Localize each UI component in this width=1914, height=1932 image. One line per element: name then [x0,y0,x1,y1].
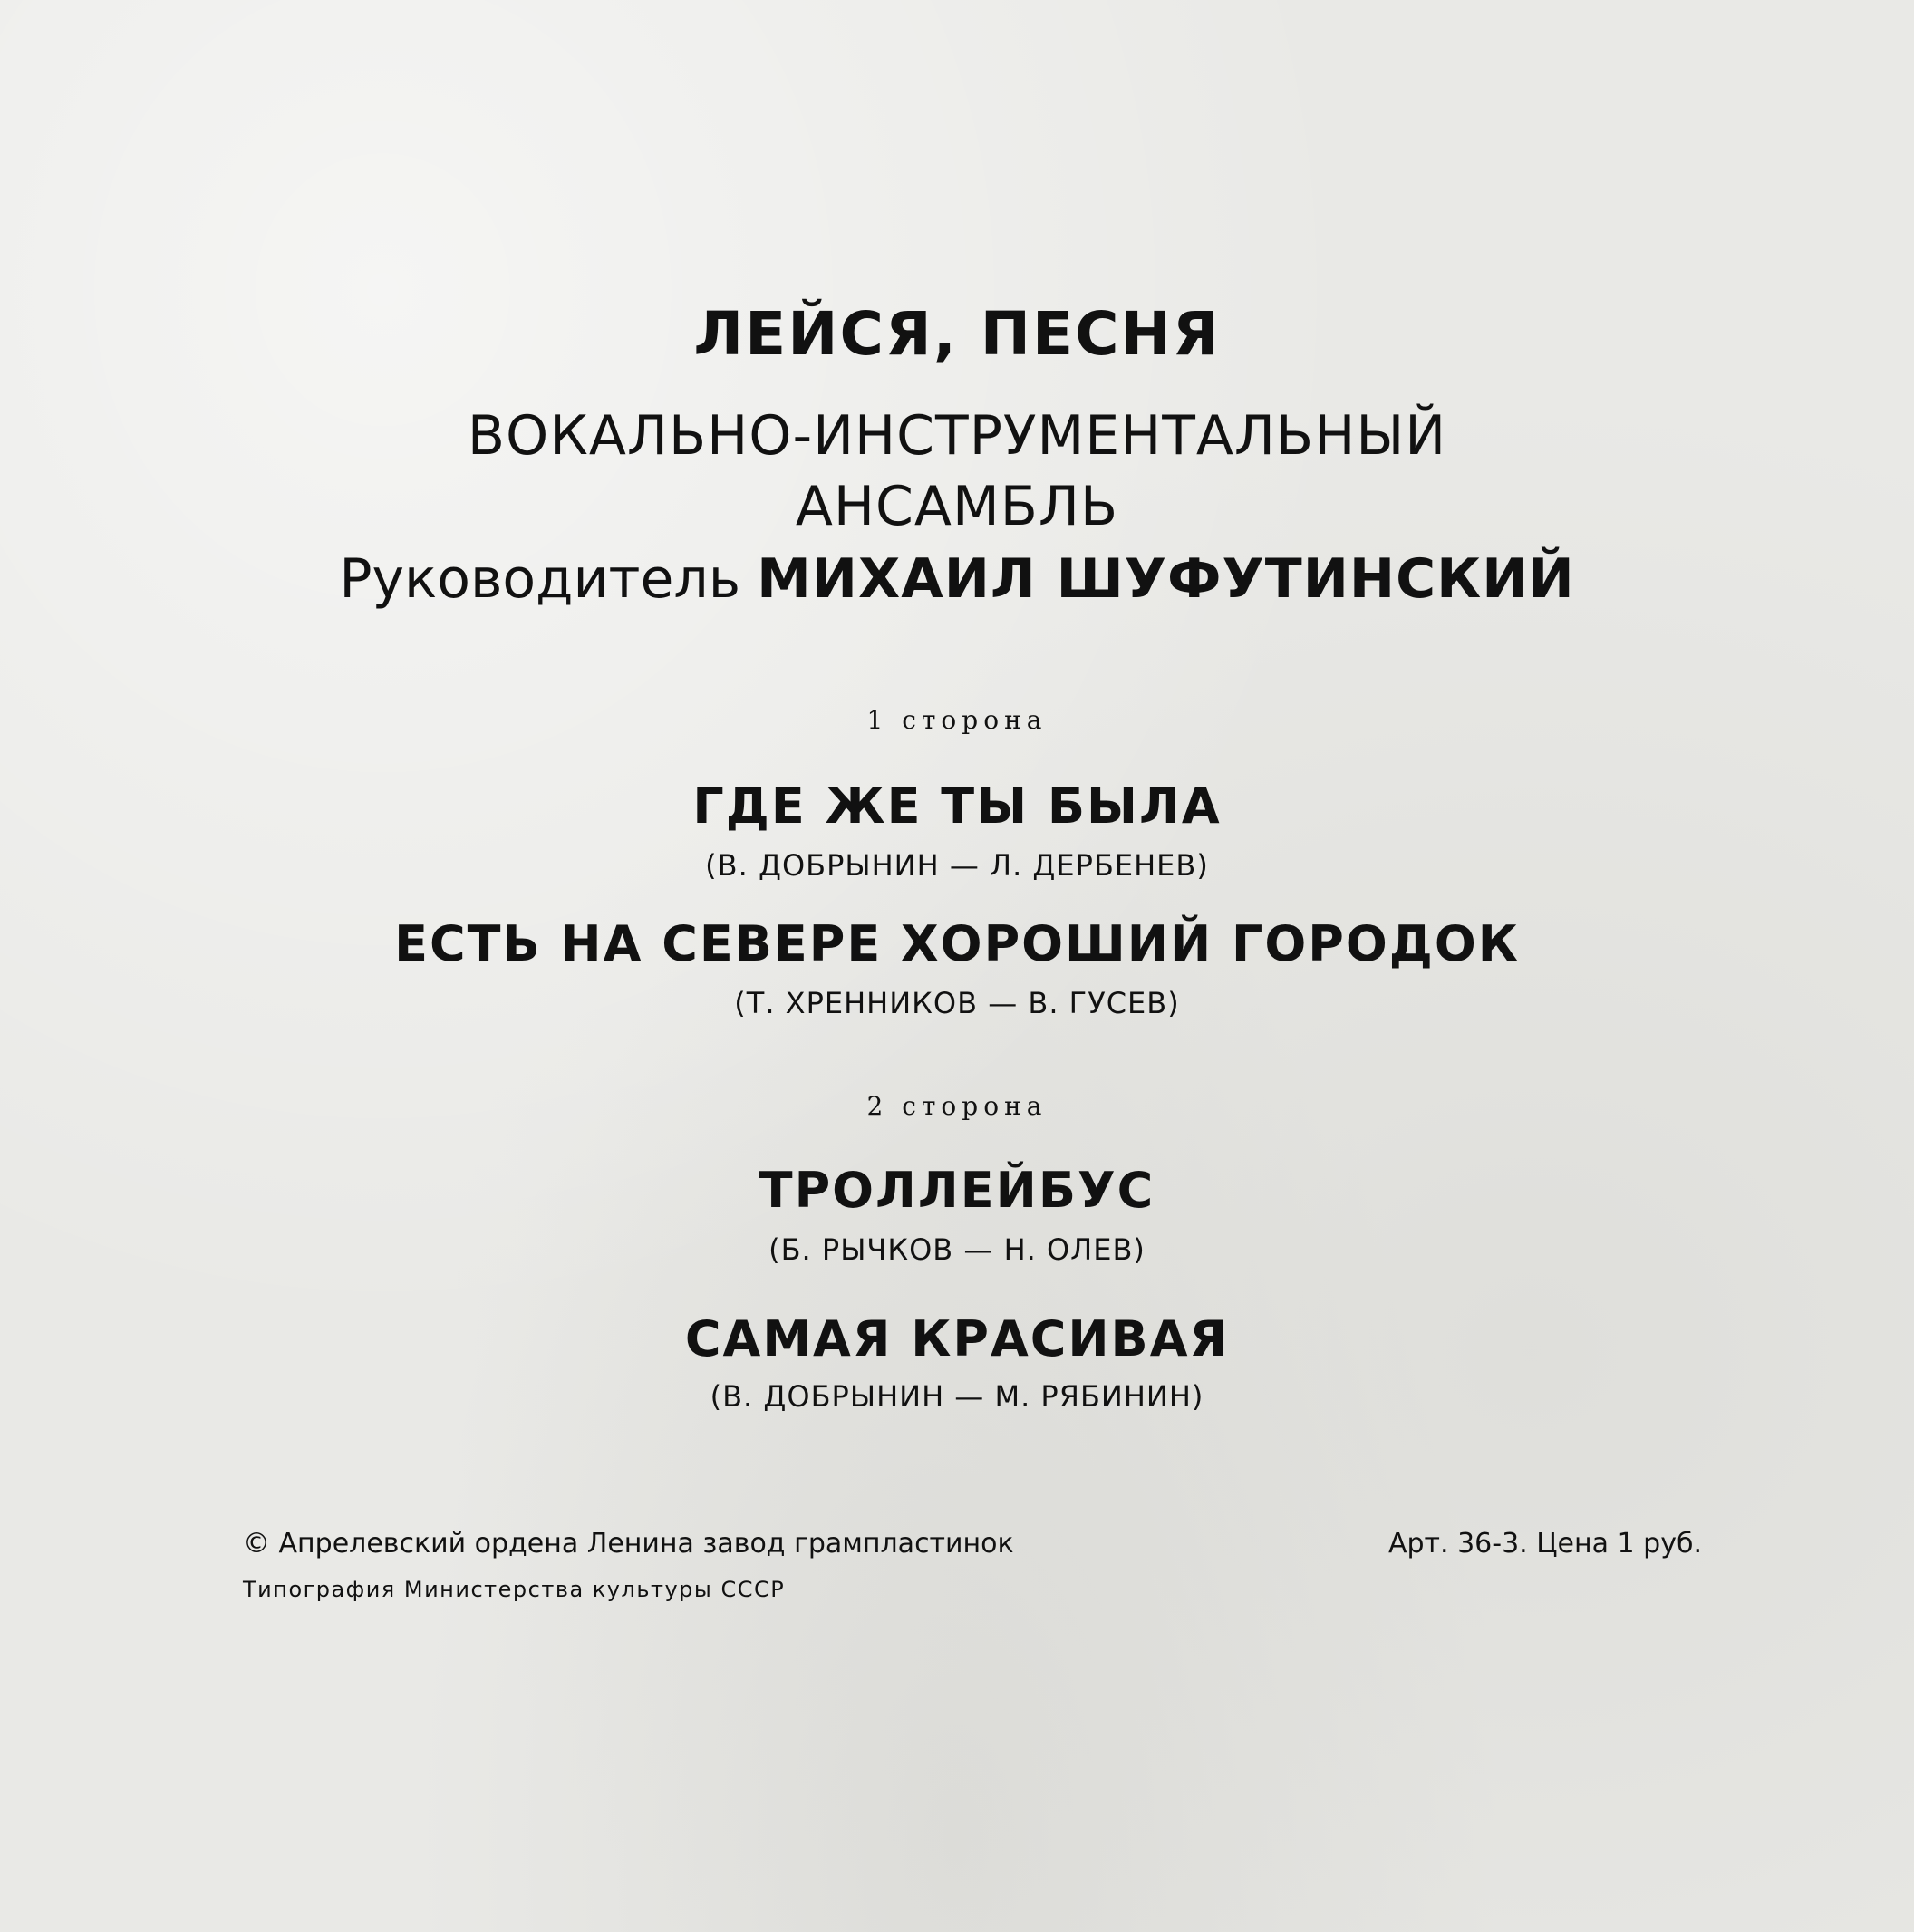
song-credits: (Т. ХРЕННИКОВ — В. ГУСЕВ) [734,986,1180,1020]
article-price: Арт. 36-3. Цена 1 руб. [1387,1528,1702,1560]
leader-label: Руководитель [339,547,741,611]
side-2-label: 2 сторона [866,1091,1048,1121]
leader-line [0,547,1914,611]
side-1-label: 1 сторона [866,705,1048,735]
leader-name: МИХАИЛ ШУФУТИНСКИЙ [757,547,1575,611]
album-title: ЛЕЙСЯ, ПЕСНЯ [693,299,1221,369]
publisher-copyright: © Апрелевский ордена Ленина завод грампластинок [243,1528,1014,1560]
song-title: САМАЯ КРАСИВАЯ [684,1310,1230,1367]
song-credits: (В. ДОБРЫНИН — М. РЯБИНИН) [710,1379,1204,1414]
song-credits: (Б. РЫЧКОВ — Н. ОЛЕВ) [768,1232,1146,1267]
ensemble-type-line-2: АНСАМБЛЬ [795,475,1119,538]
song-credits: (В. ДОБРЫНИН — Л. ДЕРБЕНЕВ) [705,848,1209,883]
printer-credit: Типография Министерства культуры СССР [243,1577,786,1602]
song-title: ЕСТЬ НА СЕВЕРЕ ХОРОШИЙ ГОРОДОК [394,915,1520,972]
song-title: ТРОЛЛЕЙБУС [759,1162,1155,1219]
ensemble-type-line-1: ВОКАЛЬНО-ИНСТРУМЕНТАЛЬНЫЙ [467,404,1447,468]
song-title: ГДЕ ЖЕ ТЫ БЫЛА [692,778,1222,835]
